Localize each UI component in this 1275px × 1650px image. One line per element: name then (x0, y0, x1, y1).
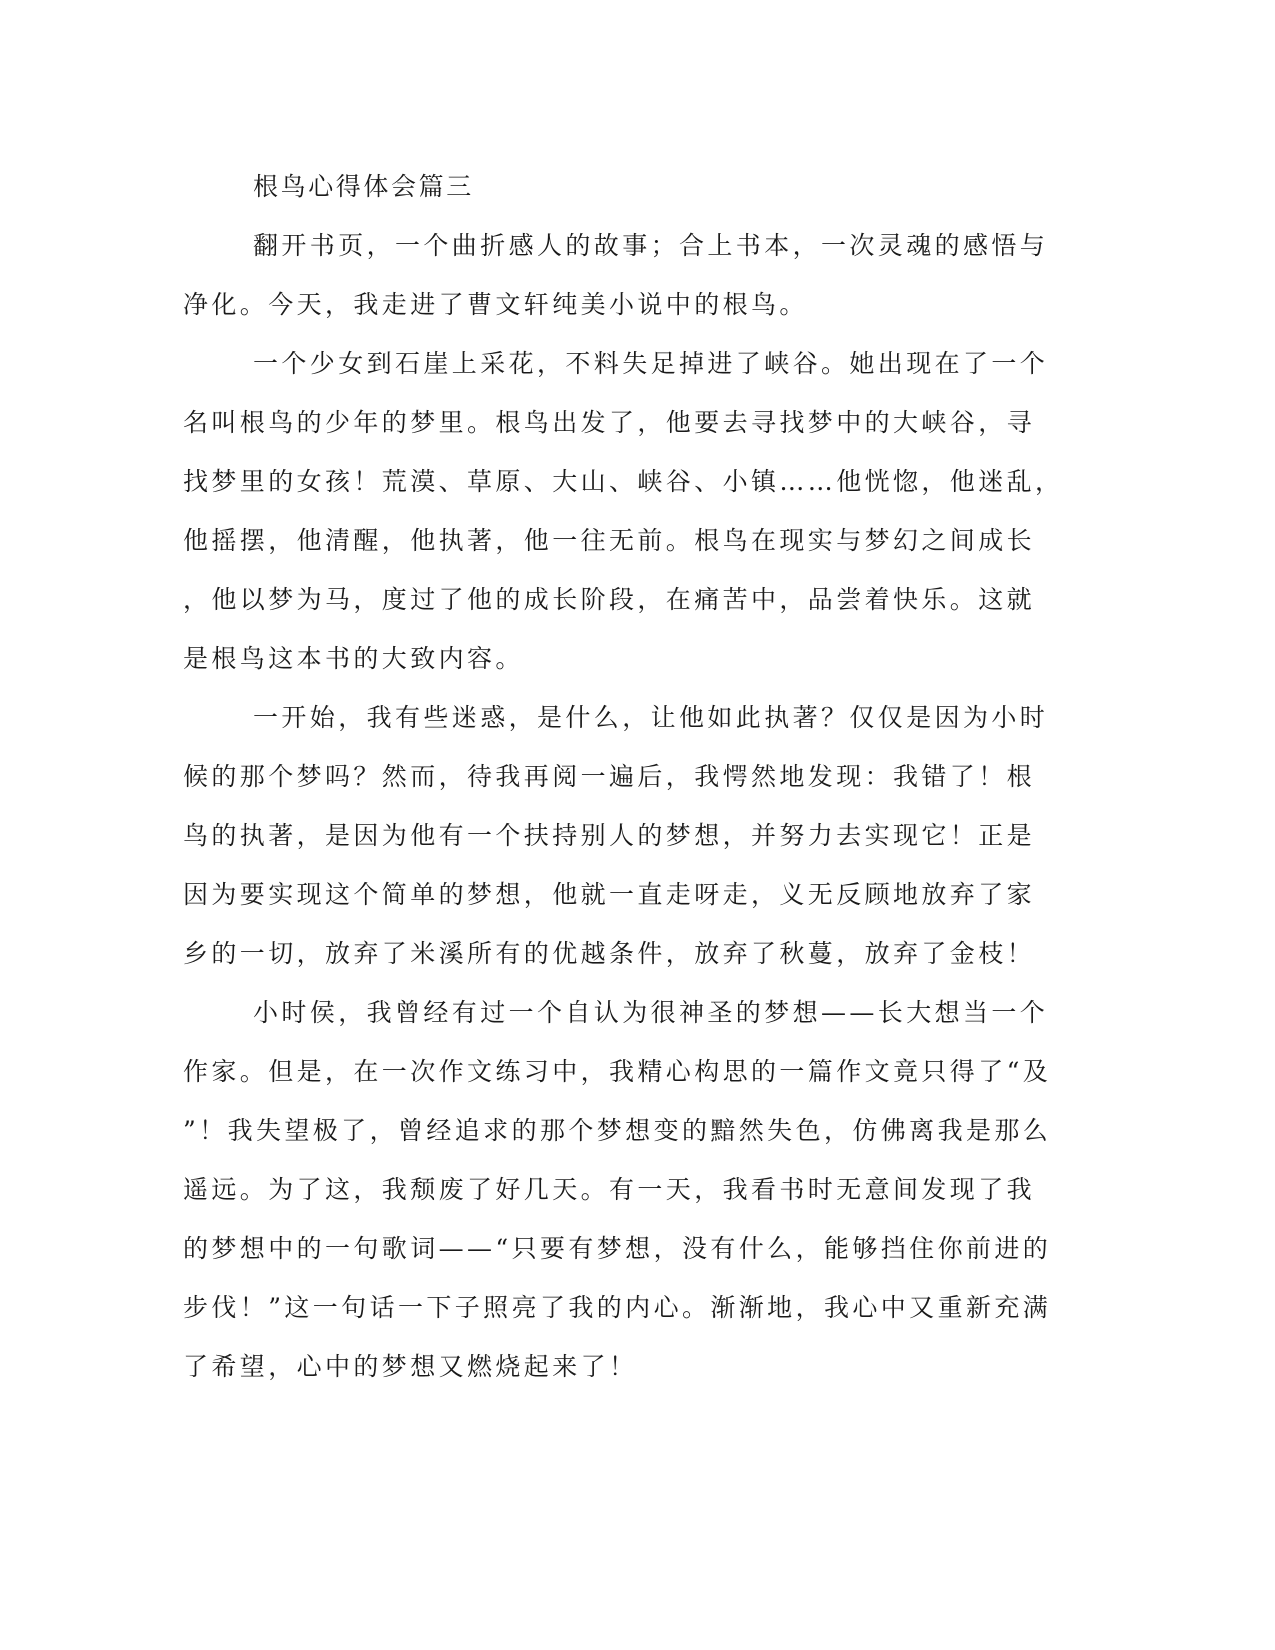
paragraph-line: 他摇摆，他清醒，他执著，他一往无前。根鸟在现实与梦幻之间成长 (183, 526, 1036, 555)
paragraph-line: 找梦里的女孩！荒漠、草原、大山、峡谷、小镇……他恍惚，他迷乱， (183, 467, 1064, 496)
paragraph-line: 的梦想中的一句歌词——“只要有梦想，没有什么，能够挡住你前进的 (183, 1234, 1052, 1263)
paragraph-2 (183, 334, 1064, 688)
paragraph-line: 鸟的执著，是因为他有一个扶持别人的梦想，并努力去实现它！正是 (183, 821, 1036, 850)
paragraph-line: 遥远。为了这，我颓废了好几天。有一天，我看书时无意间发现了我 (183, 1175, 1036, 1204)
paragraph-line: 候的那个梦吗？然而，待我再阅一遍后，我愕然地发现：我错了！根 (183, 762, 1036, 791)
paragraph-1 (183, 216, 1049, 334)
document-body (183, 157, 1064, 1396)
paragraph-line: 一个少女到石崖上采花，不料失足掉进了峡谷。她出现在了一个 (253, 349, 1049, 378)
paragraph-line: 小时侯，我曾经有过一个自认为很神圣的梦想——长大想当一个 (253, 998, 1049, 1027)
paragraph-line: ”！我失望极了，曾经追求的那个梦想变的黯然失色，仿佛离我是那么 (183, 1116, 1052, 1145)
paragraph-3 (183, 688, 1049, 983)
paragraph-line: 翻开书页，一个曲折感人的故事；合上书本，一次灵魂的感悟与 (253, 231, 1049, 260)
paragraph-line: 是根鸟这本书的大致内容。 (183, 644, 524, 673)
paragraph-line: 因为要实现这个简单的梦想，他就一直走呀走，义无反顾地放弃了家 (183, 880, 1036, 909)
paragraph-line: 了希望，心中的梦想又燃烧起来了！ (183, 1352, 638, 1381)
document-title: 根鸟心得体会篇三 (253, 172, 474, 201)
paragraph-line: 一开始，我有些迷惑，是什么，让他如此执著？仅仅是因为小时 (253, 703, 1049, 732)
paragraph-line: ，他以梦为马，度过了他的成长阶段，在痛苦中，品尝着快乐。这就 (183, 585, 1036, 614)
paragraph-line: 名叫根鸟的少年的梦里。根鸟出发了，他要去寻找梦中的大峡谷，寻 (183, 408, 1036, 437)
paragraph-line: 乡的一切，放弃了米溪所有的优越条件，放弃了秋蔓，放弃了金枝！ (183, 939, 1036, 968)
paragraph-line: 净化。今天，我走进了曹文轩纯美小说中的根鸟。 (183, 290, 808, 319)
paragraph-4 (183, 983, 1052, 1396)
paragraph-line: 作家。但是，在一次作文练习中，我精心构思的一篇作文竟只得了“及 (183, 1057, 1052, 1086)
paragraph-line: 步伐！”这一句话一下子照亮了我的内心。渐渐地，我心中又重新充满 (183, 1293, 1052, 1322)
